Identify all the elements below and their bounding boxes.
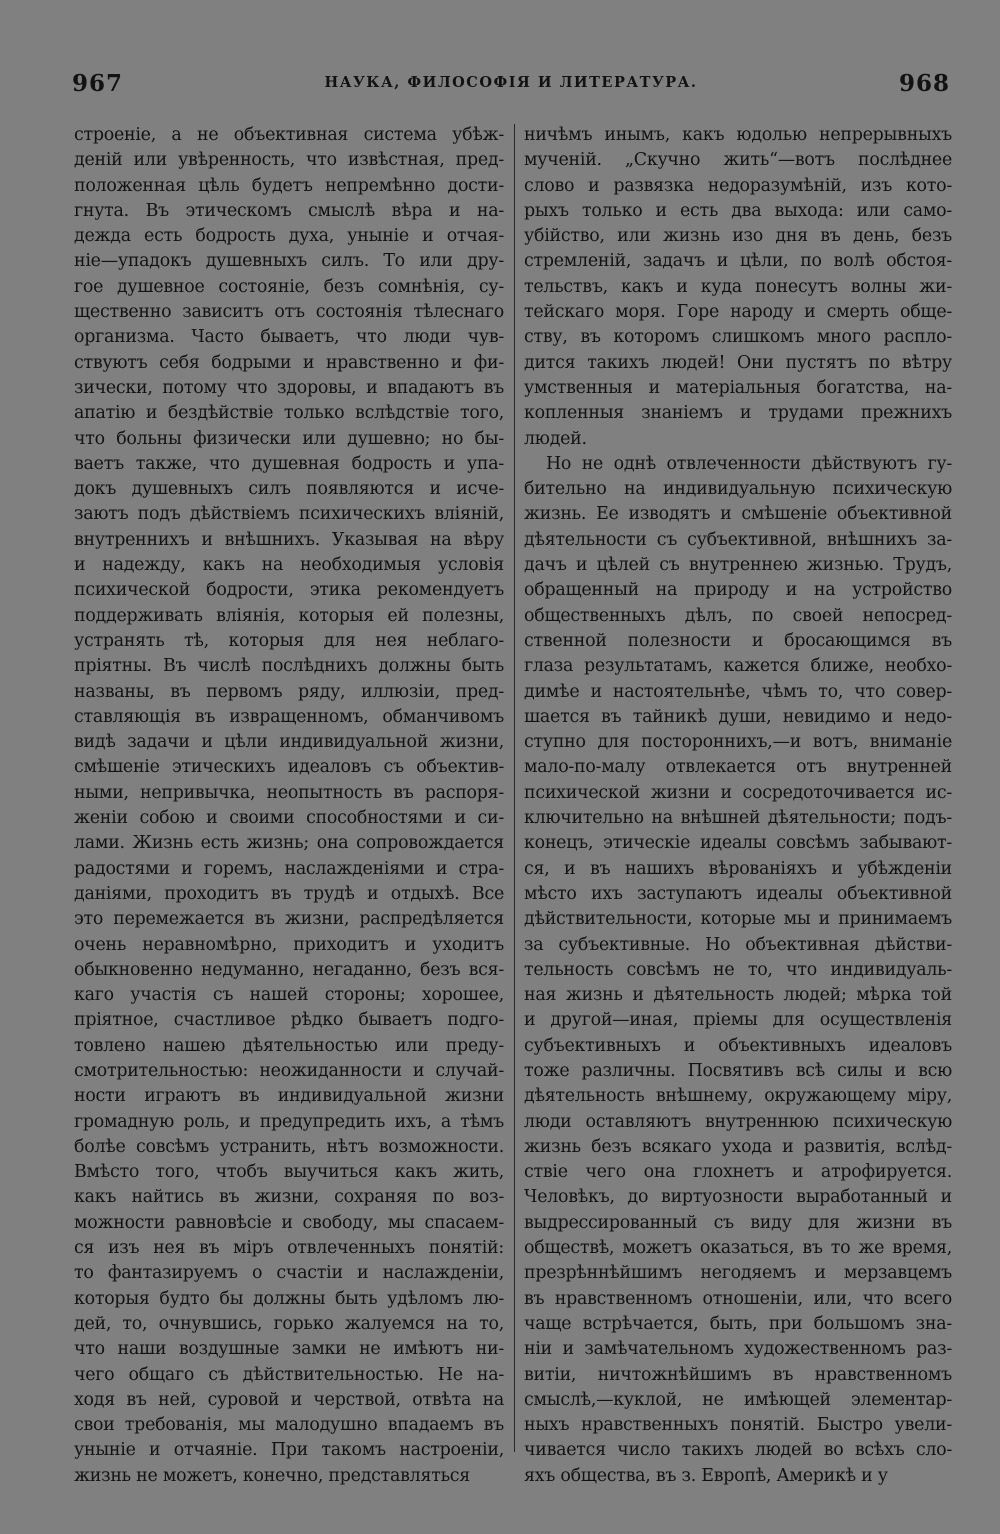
text-line: обращенный на природу и на устройство	[524, 580, 952, 601]
text-line: тельность совсѣмъ не то, что индивидуаль-	[524, 959, 952, 980]
left-page-number: 967	[72, 70, 124, 97]
text-line: слово и развязка недоразумѣній, изъ кото-	[524, 175, 952, 196]
text-line: апатію и бездѣйствіе только вслѣдствіе того,	[74, 403, 504, 424]
text-line: шается въ тайникѣ души, невидимо и недо-	[524, 706, 952, 727]
text-line: тейскаго моря. Горе народу и смерть обще-	[524, 302, 952, 323]
text-line: жизнь. Ее изводятъ и смѣшеніе объективной	[524, 504, 952, 525]
text-line: организма. Часто бываетъ, что люди чув-	[74, 327, 504, 348]
text-line: выдрессированный съ виду для жизни въ	[524, 1212, 952, 1233]
text-line: ходя въ ней, суровой и черствой, отвѣта на	[74, 1389, 504, 1410]
text-line: ствіе чего она глохнетъ и атрофируется.	[524, 1162, 952, 1183]
text-line: тоже различны. Посвятивъ всѣ силы и всю	[524, 1060, 952, 1081]
right-text-column	[524, 123, 952, 1489]
text-line: ніи и замѣчательномъ художественномъ раз-	[524, 1339, 952, 1360]
text-line: бительно на индивидуальную психическую	[524, 479, 952, 500]
left-text-column	[74, 123, 504, 1489]
text-line: ности играютъ въ индивидуальной жизни	[74, 1086, 504, 1107]
text-line: женіи собою и своими способностями и си-	[74, 808, 504, 829]
text-line: дится такихъ людей! Они пустятъ по вѣтру	[524, 352, 952, 373]
text-line: убійство, или жизнь изо дня въ день, безъ	[524, 226, 952, 247]
text-line: дѣйствительности, которые мы и принимаемъ	[524, 909, 952, 930]
text-line: Человѣкъ, до виртуозности выработанный и	[524, 1187, 952, 1208]
text-line: тельствъ, какъ и куда понесутъ волны жи-	[524, 276, 952, 297]
text-line: смѣшеніе этическихъ идеаловъ съ объектив-	[74, 757, 504, 778]
text-line: ничѣмъ инымъ, какъ юдолью непрерывныхъ	[524, 125, 952, 145]
text-line: пріятное, счастливое рѣдко бываетъ подго-	[74, 1010, 504, 1031]
text-line: конецъ, этическіе идеалы совсѣмъ забывают-	[524, 833, 952, 854]
text-line: деній или увѣренность, что извѣстная, пред-	[74, 150, 504, 171]
text-line: ступно для постороннихъ,—и вотъ, вниманіе	[524, 732, 952, 753]
text-line: ными, непривычка, неопытность въ распоря-	[74, 782, 504, 803]
text-line: дѣятельности съ субъективной, внѣшнихъ за-	[524, 529, 952, 550]
text-line: обыкновенно недуманно, негаданно, безъ вся-	[74, 959, 504, 980]
text-line: внутреннихъ и внѣшнихъ. Указывая на вѣру	[74, 529, 504, 550]
text-line: можности равновѣсіе и свободу, мы спасаем-	[74, 1212, 504, 1233]
text-line: общественныхъ дѣлъ, по своей непосред-	[524, 605, 952, 626]
text-line: какъ найтись въ жизни, сохраняя по воз-	[74, 1187, 504, 1208]
text-line: мѣсто ихъ заступаютъ идеалы объективной	[524, 883, 952, 904]
column-divider	[514, 124, 515, 1452]
text-line: Но не однѣ отвлеченности дѣйствуютъ гу-	[546, 453, 952, 474]
text-line: копленныя знаніемъ и трудами прежнихъ	[524, 403, 952, 424]
text-line: мало-по-малу отвлекается отъ внутренней	[524, 757, 952, 778]
text-line: громадную роль, и предупредить ихъ, а тѣмъ	[74, 1111, 504, 1132]
text-line: строеніе, а не объективная система убѣж-	[74, 125, 504, 145]
text-line: обществѣ, можетъ оказаться, въ то же время,	[524, 1238, 952, 1259]
text-line: димѣе и настоятельнѣе, чѣмъ то, что совер-	[524, 681, 952, 702]
text-line: витіи, ничтожнѣйшимъ въ нравственномъ	[524, 1364, 952, 1385]
text-line: ваетъ также, что душевная бодрость и упа-	[74, 453, 504, 474]
text-line: лами. Жизнь есть жизнь; она сопровождается	[74, 833, 504, 854]
text-line: радостями и горемъ, наслажденіями и стра-	[74, 858, 504, 879]
text-line: за субъективные. Но объективная дѣйстви-	[524, 934, 952, 955]
text-line: дѣятельность внѣшнему, окружающему міру,	[524, 1086, 952, 1107]
text-line: уныніе и отчаяніе. При такомъ настроеніи,	[74, 1440, 504, 1461]
text-line: ству, въ которомъ слишкомъ много распло-	[524, 327, 952, 348]
text-line: субъективныхъ и объективныхъ идеаловъ	[524, 1035, 952, 1056]
text-line: людей.	[524, 428, 587, 449]
text-line: ныхъ нравственныхъ понятій. Быстро увели-	[524, 1415, 952, 1436]
text-line: Вмѣсто того, чтобъ выучиться какъ жить,	[74, 1162, 504, 1183]
text-line: что наши воздушные замки не имѣютъ ни-	[74, 1339, 504, 1360]
text-line: жизнь безъ всякаго ухода и развитія, вслѣд-	[524, 1136, 952, 1157]
text-line: зически, потому что здоровы, и впадаютъ въ	[74, 377, 504, 398]
text-line: ственной полезности и бросающимся въ	[524, 630, 952, 651]
text-line: болѣе совсѣмъ устранить, нѣтъ возможности.	[74, 1136, 504, 1157]
text-line: устранять тѣ, которыя для нея неблаго-	[74, 630, 504, 651]
text-line: ніе—упадокъ душевныхъ силъ. То или дру-	[74, 251, 504, 272]
text-line: ствуютъ себя бодрыми и нравственно и фи-	[74, 352, 504, 373]
page-header	[72, 66, 950, 106]
text-line: заютъ подъ дѣйствіемъ психическихъ вліяній,	[74, 504, 504, 525]
text-line: люди оставляютъ внутреннюю психическую	[524, 1111, 952, 1132]
right-page-number: 968	[898, 70, 950, 97]
text-line: которыя будто бы должны быть удѣломъ лю-	[74, 1288, 504, 1309]
text-line: докъ душевныхъ силъ появляются и исче-	[74, 479, 504, 500]
text-line: мученій. „Скучно жить“—вотъ послѣднее	[524, 150, 952, 171]
text-line: умственныя и матеріальныя богатства, на-	[524, 377, 952, 398]
text-line: положенная цѣль будетъ непремѣнно дости-	[74, 175, 504, 196]
text-line: психической жизни и сосредоточивается ис-	[524, 782, 952, 803]
text-line: ся, и въ нашихъ вѣрованіяхъ и убѣжденіи	[524, 858, 952, 879]
text-line: каго участія съ нашей стороны; хорошее,	[74, 985, 504, 1006]
text-line: товлено нашею дѣятельностью или преду-	[74, 1035, 504, 1056]
text-line: яхъ общества, въ з. Европѣ, Америкѣ и у	[524, 1465, 888, 1486]
text-line: ная жизнь и дѣятельность людей; мѣрка той	[524, 985, 952, 1006]
text-line: и надежду, какъ на необходимыя условія	[74, 555, 504, 576]
text-line: смыслѣ,—куклой, не имѣющей элементар-	[524, 1389, 952, 1410]
text-line: гнута. Въ этическомъ смыслѣ вѣра и на-	[74, 200, 504, 221]
text-line: ключительно на внѣшней дѣятельности; подъ-	[524, 808, 952, 829]
text-line: очень неравномѣрно, приходитъ и уходитъ	[74, 934, 504, 955]
text-line: смотрительностью: неожиданности и случай-	[74, 1060, 504, 1081]
text-line: чивается число такихъ людей во всѣхъ сло-	[524, 1440, 952, 1461]
text-line: поддерживать вліянія, которыя ей полезны,	[74, 605, 504, 626]
text-line: свои требованія, мы малодушно впадаемъ въ	[74, 1415, 504, 1436]
text-line: даніями, проходитъ въ трудѣ и отдыхѣ. Все	[74, 883, 504, 904]
text-line: что больны физически или душевно; но бы-	[74, 428, 504, 449]
text-line: названы, въ первомъ ряду, иллюзіи, пред-	[74, 681, 504, 702]
text-line: стремленій, задачъ и цѣли, по волѣ обстоя-	[524, 251, 952, 272]
text-line: пріятны. Въ числѣ послѣднихъ должны быть	[74, 656, 504, 677]
text-line: презрѣннѣйшимъ негодяемъ и мерзавцемъ	[524, 1263, 952, 1284]
text-line: ставляющія въ извращенномъ, обманчивомъ	[74, 706, 504, 727]
running-title: НАУКА, ФИЛОСОФІЯ И ЛИТЕРАТУРА.	[324, 74, 698, 91]
text-line: рыхъ только и есть два выхода: или само-	[524, 200, 952, 221]
text-line: дежда есть бодрость духа, уныніе и отчая-	[74, 226, 504, 247]
text-line: въ нравственномъ отношеніи, или, что всего	[524, 1288, 952, 1309]
text-line: ся изъ нея въ міръ отвлеченныхъ понятій:	[74, 1238, 504, 1259]
text-line: дей, то, очнувшись, горько жалуемся на то,	[74, 1313, 504, 1334]
text-line: чаще встрѣчается, быть, при большомъ зна-	[524, 1313, 952, 1334]
text-line: жизнь не можетъ, конечно, представляться	[74, 1465, 470, 1486]
text-line: видѣ задачи и цѣли индивидуальной жизни,	[74, 732, 504, 753]
text-line: щественно зависитъ отъ состоянія тѣлеснаго	[74, 302, 504, 323]
text-line: дачъ и цѣлей съ внутреннею жизнью. Трудъ,	[524, 555, 952, 576]
text-line: это перемежается въ жизни, распредѣляется	[74, 909, 504, 930]
text-line: чего общаго съ дѣйствительностью. Не на-	[74, 1364, 504, 1385]
text-line: то фантазируемъ о счастіи и наслажденіи,	[74, 1263, 504, 1284]
text-line: и другой—иная, пріемы для осуществленія	[524, 1010, 952, 1031]
text-line: психической бодрости, этика рекомендуетъ	[74, 580, 504, 601]
text-line: гое душевное состояніе, безъ сомнѣнія, су-	[74, 276, 504, 297]
text-line: глаза результатамъ, кажется ближе, необхо-	[524, 656, 952, 677]
